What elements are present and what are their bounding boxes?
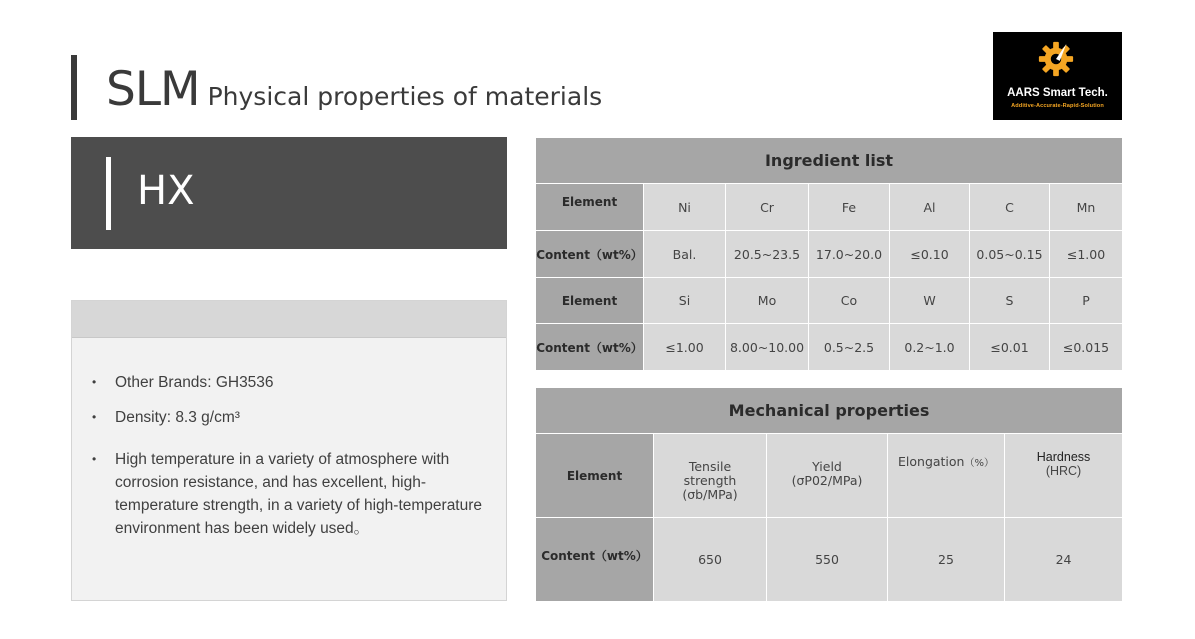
element-cell: W (890, 278, 970, 324)
element-cell: Al (890, 184, 970, 231)
other-brands-separator: : (207, 374, 216, 391)
element-cell: Si (644, 278, 726, 324)
content-row-header: Content（wt%） (536, 324, 644, 371)
mechanical-table-title: Mechanical properties (536, 388, 1123, 434)
content-row-header: Content（wt%） (536, 518, 654, 602)
tensile-unit: (σb/MPa) (682, 487, 738, 502)
density-label: Density (115, 409, 167, 426)
ingredient-table-title: Ingredient list (536, 138, 1123, 184)
page-title-sub: Physical properties of materials (207, 82, 603, 111)
elongation-value: 25 (888, 518, 1005, 602)
ingredient-table (535, 137, 1123, 371)
yield-header (767, 434, 888, 518)
element-row-header: Element (536, 184, 644, 231)
hardness-header (1005, 434, 1123, 518)
content-cell: Bal. (644, 231, 726, 278)
bullet-icon: • (92, 452, 97, 466)
content-cell: 0.2~1.0 (890, 324, 970, 371)
title-accent-bar (71, 55, 77, 120)
element-cell: C (970, 184, 1050, 231)
list-item (72, 448, 492, 540)
elongation-label: Elongation (898, 454, 965, 469)
element-cell: P (1050, 278, 1123, 324)
hardness-label: Hardness (1036, 450, 1091, 464)
tensile-label-line2: strength (683, 473, 737, 488)
company-logo (993, 32, 1122, 120)
content-cell: 17.0~20.0 (809, 231, 890, 278)
logo-tagline: Additive-Accurate-Rapid-Solution (1011, 103, 1104, 109)
tensile-value: 650 (654, 518, 767, 602)
content-cell: 0.5~2.5 (809, 324, 890, 371)
description-list (72, 371, 492, 540)
density-value: 8.3 g/cm³ (175, 409, 240, 426)
material-name: HX (137, 168, 195, 214)
element-cell: S (970, 278, 1050, 324)
element-cell: Mo (726, 278, 809, 324)
page-title-main: SLM (106, 62, 200, 117)
element-cell: Co (809, 278, 890, 324)
bullet-icon: • (92, 375, 97, 389)
density-separator: : (166, 409, 176, 426)
other-brands-label: Other Brands (115, 374, 208, 391)
hardness-unit: (HRC) (1045, 464, 1082, 478)
page-title (106, 62, 602, 117)
content-cell: ≤0.015 (1050, 324, 1123, 371)
element-cell: Fe (809, 184, 890, 231)
element-row-header: Element (536, 434, 654, 518)
description-header (72, 301, 506, 338)
tensile-strength-header (654, 434, 767, 518)
content-cell: ≤0.10 (890, 231, 970, 278)
element-row-header: Element (536, 278, 644, 324)
description-box (71, 300, 507, 601)
content-cell: 0.05~0.15 (970, 231, 1050, 278)
content-row-header: Content（wt%） (536, 231, 644, 278)
content-cell: ≤1.00 (644, 324, 726, 371)
material-accent-bar (106, 157, 111, 230)
element-cell: Ni (644, 184, 726, 231)
content-cell: ≤0.01 (970, 324, 1050, 371)
content-cell: 8.00~10.00 (726, 324, 809, 371)
logo-brand-name: AARS Smart Tech. (1007, 87, 1108, 99)
material-description: High temperature in a variety of atmosphere with corrosion resistance, and has excellent, high-temperature strength, in a variety of high-temperature environment has been widely used。 (115, 451, 483, 537)
mechanical-properties-table (535, 387, 1123, 602)
yield-label: Yield (812, 459, 842, 474)
element-cell: Mn (1050, 184, 1123, 231)
element-cell: Cr (726, 184, 809, 231)
yield-unit: (σP02/MPa) (791, 473, 863, 488)
tensile-label: Tensile (688, 459, 732, 474)
gear-icon (1037, 40, 1075, 78)
elongation-unit: （%） (964, 458, 994, 469)
material-header-panel (71, 137, 507, 249)
content-cell: ≤1.00 (1050, 231, 1123, 278)
hardness-value: 24 (1005, 518, 1123, 602)
bullet-icon: • (92, 410, 97, 424)
yield-value: 550 (767, 518, 888, 602)
content-cell: 20.5~23.5 (726, 231, 809, 278)
list-item (72, 406, 492, 429)
other-brands-value: GH3536 (215, 374, 274, 391)
list-item (72, 371, 492, 394)
elongation-header (888, 434, 1005, 518)
